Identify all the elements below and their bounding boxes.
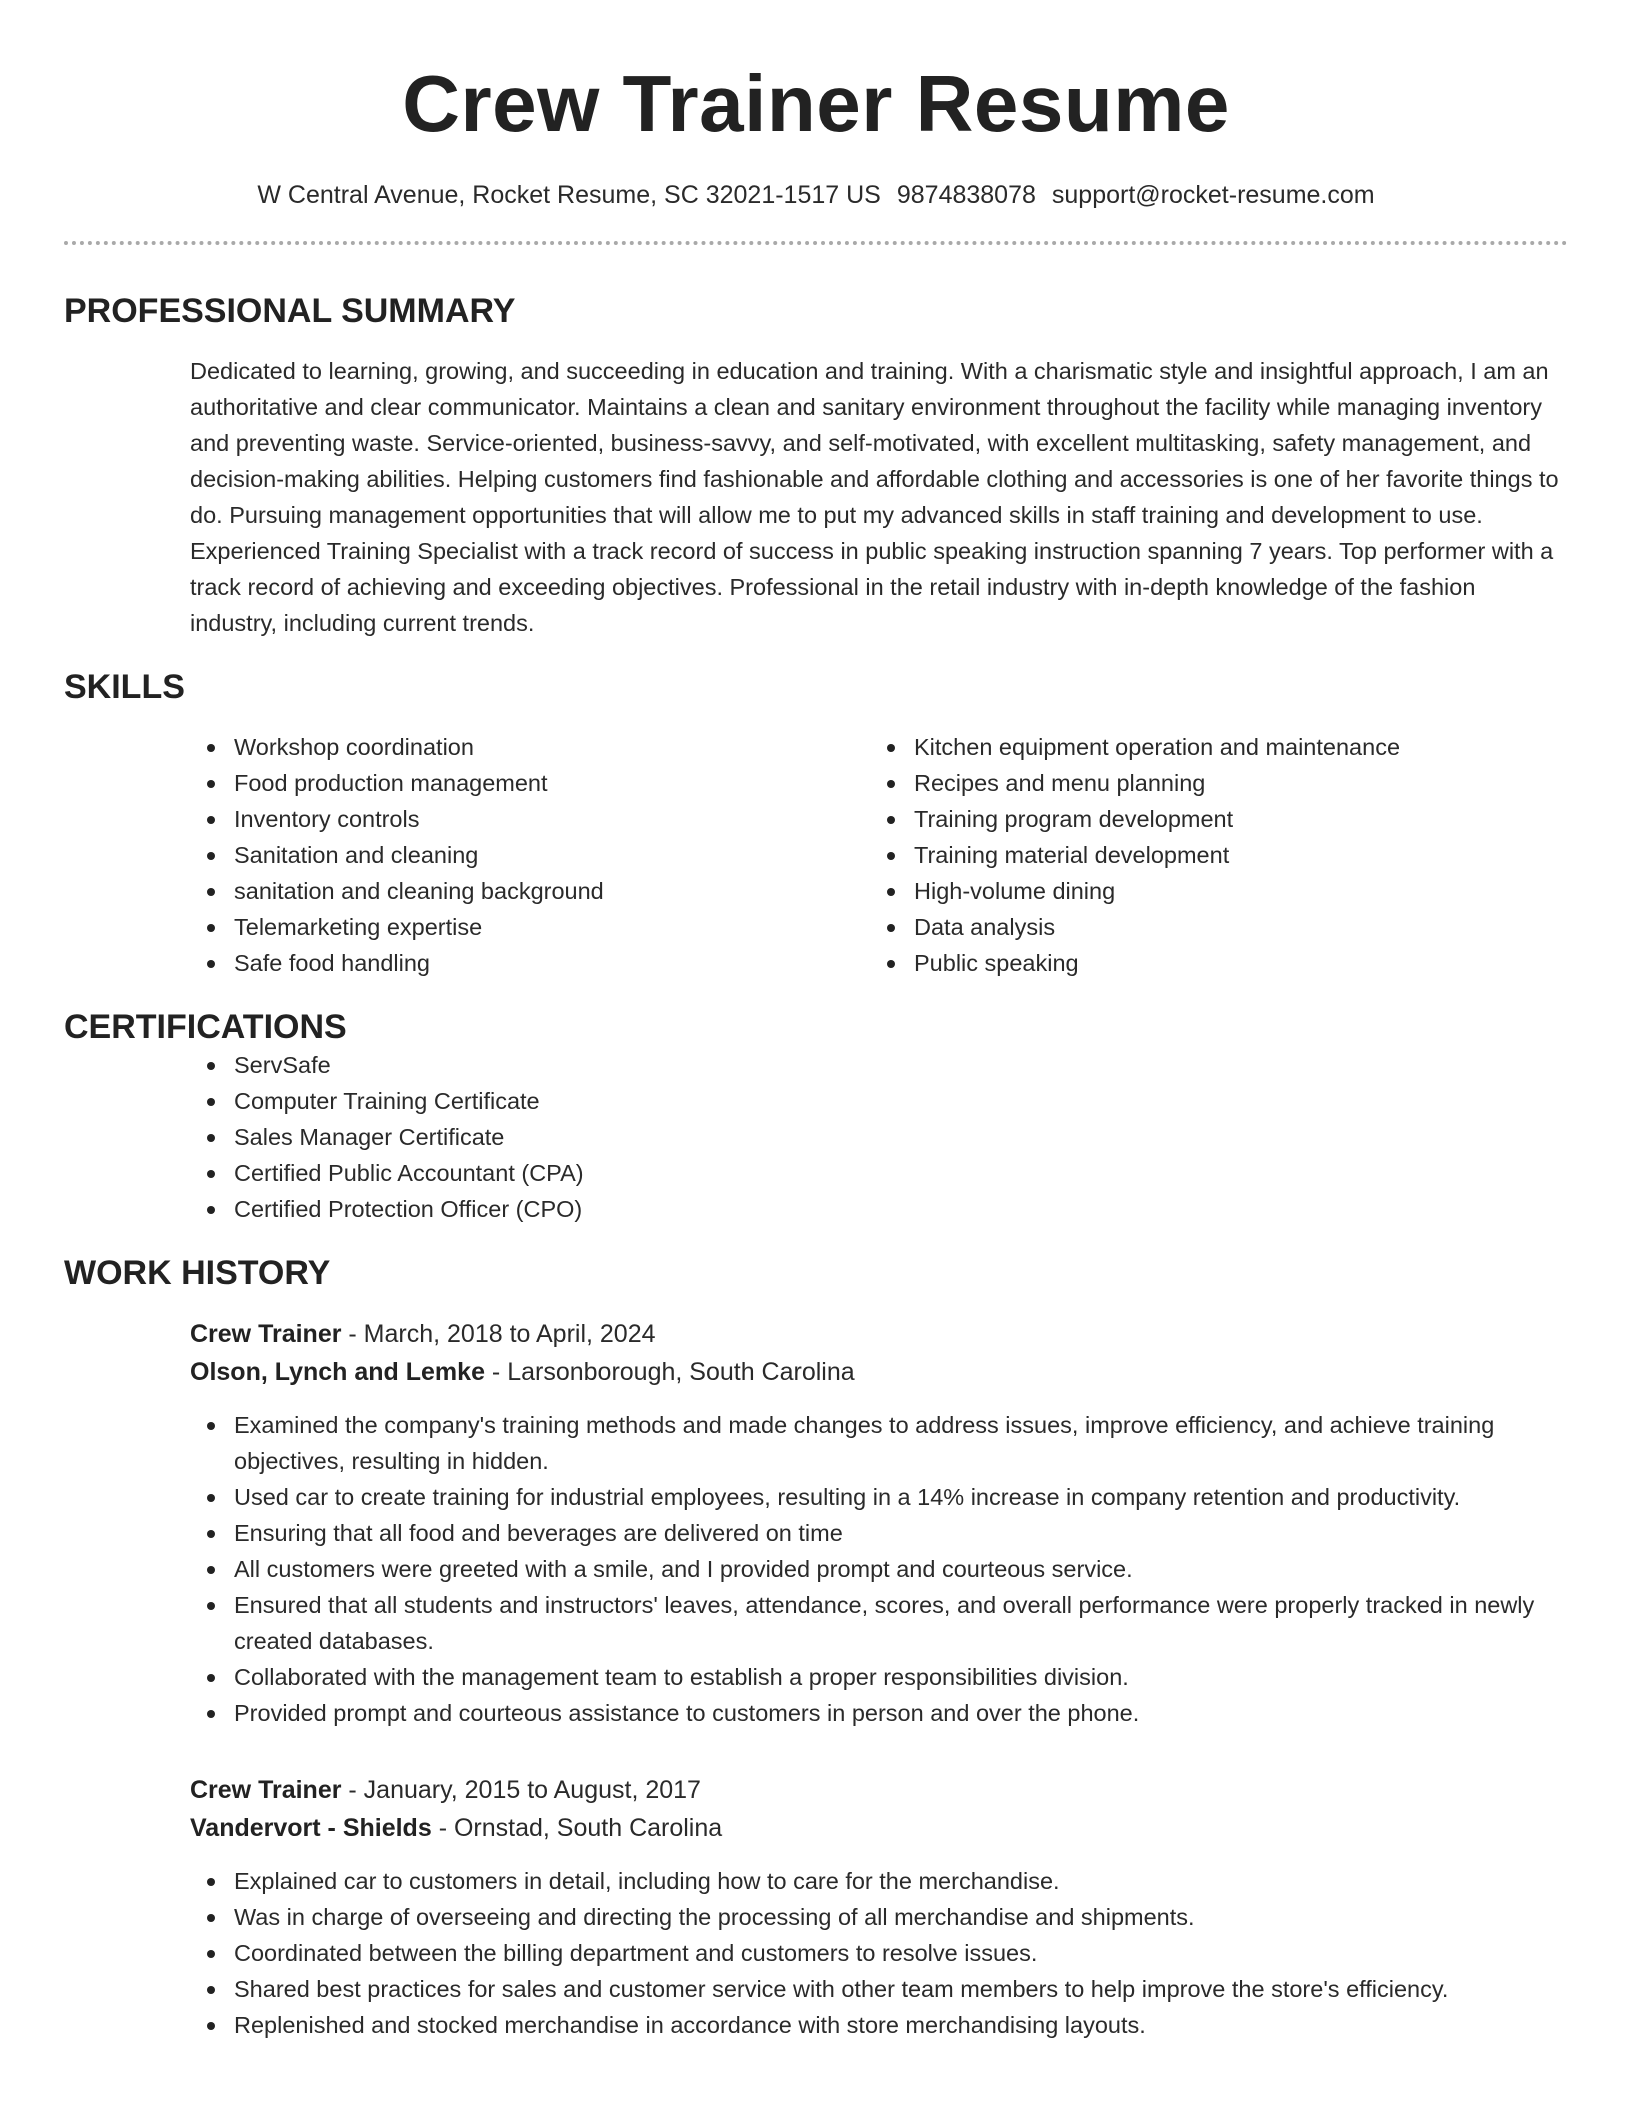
skills-list-right (870, 729, 1550, 981)
contact-email[interactable]: support@rocket-resume.com (1051, 181, 1375, 209)
skill-item: Training program development (870, 801, 1550, 837)
skills-heading: SKILLS (64, 668, 185, 706)
skill-item: Safe food handling (190, 945, 870, 981)
job-company-line (190, 1809, 1568, 1847)
skill-item: Recipes and menu planning (870, 765, 1550, 801)
job-bullet: Was in charge of overseeing and directing the processing of all merchandise and shipments. (190, 1899, 1568, 1935)
contact-phone: 9874838078 (896, 181, 1036, 209)
job-dates: - March, 2018 to April, 2024 (341, 1320, 656, 1348)
skill-item: Inventory controls (190, 801, 870, 837)
job-bullet: Shared best practices for sales and customer service with other team members to help improve the store's efficiency. (190, 1971, 1568, 2007)
skill-item: Food production management (190, 765, 870, 801)
skill-item: sanitation and cleaning background (190, 873, 870, 909)
summary-section (64, 291, 1568, 641)
job-company-line (190, 1353, 1568, 1391)
job-bullets (190, 1407, 1568, 1731)
resume-title: Crew Trainer Resume (402, 59, 1230, 148)
summary-text: Dedicated to learning, growing, and succeeding in education and training. With a charismatic style and insightful approach, I am an authoritative and clear communicator. Maintains a clean and sanitary environment throughout the facility while managing inventory and preventing waste. Service-oriented, business-savvy, and self-motivated, with excellent multitasking, safety management, and decision-making abilities. Helping customers find fashionable and affordable clothing and accessories is one of her favorite things to do. Pursuing management opportunities that will allow me to put my advanced skills in staff training and development to use. Experienced Training Specialist with a track record of success in public speaking instruction spanning 7 years. Top performer with a track record of achieving and exceeding objectives. Professional in the retail industry with in-depth knowledge of the fashion industry, including current trends. (190, 358, 1559, 636)
skill-item: Training material development (870, 837, 1550, 873)
job-title-line (190, 1771, 1568, 1809)
job-bullet: Ensured that all students and instructors' leaves, attendance, scores, and overall performance were properly tracked in newly created databases. (190, 1587, 1568, 1659)
work-history-heading: WORK HISTORY (64, 1254, 331, 1292)
job-entry (190, 1771, 1568, 2043)
job-company: Olson, Lynch and Lemke (190, 1358, 485, 1386)
certification-item: Sales Manager Certificate (190, 1119, 1568, 1155)
skills-grid (190, 729, 1568, 981)
certification-item: ServSafe (190, 1047, 1568, 1083)
skill-item: Telemarketing expertise (190, 909, 870, 945)
job-bullet: Coordinated between the billing department and customers to resolve issues. (190, 1935, 1568, 1971)
job-entry (190, 1315, 1568, 1731)
job-role: Crew Trainer (190, 1776, 342, 1804)
job-bullet: Examined the company's training methods and made changes to address issues, improve efficiency, and achieve training objectives, resulting in hidden. (190, 1407, 1568, 1479)
job-title-line (190, 1315, 1568, 1353)
skill-item: Sanitation and cleaning (190, 837, 870, 873)
job-bullet: Collaborated with the management team to establish a proper responsibilities division. (190, 1659, 1568, 1695)
certifications-heading: CERTIFICATIONS (64, 1008, 347, 1046)
certification-item: Computer Training Certificate (190, 1083, 1568, 1119)
certifications-section (64, 1007, 1568, 1227)
job-location: - Larsonborough, South Carolina (484, 1358, 855, 1386)
header-divider (64, 241, 1568, 245)
job-company: Vandervort - Shields (190, 1814, 432, 1842)
job-dates: - January, 2015 to August, 2017 (341, 1776, 701, 1804)
skill-item: High-volume dining (870, 873, 1550, 909)
job-bullet: Provided prompt and courteous assistance to customers in person and over the phone. (190, 1695, 1568, 1731)
job-bullets (190, 1863, 1568, 2043)
summary-heading: PROFESSIONAL SUMMARY (64, 292, 516, 330)
job-bullet: Ensuring that all food and beverages are delivered on time (190, 1515, 1568, 1551)
job-bullet: Replenished and stocked merchandise in accordance with store merchandising layouts. (190, 2007, 1568, 2043)
certifications-list (190, 1047, 1568, 1227)
job-role: Crew Trainer (190, 1320, 342, 1348)
work-history-section (64, 1253, 1568, 2043)
skills-section (64, 667, 1568, 981)
job-location: - Ornstad, South Carolina (431, 1814, 723, 1842)
certification-item: Certified Protection Officer (CPO) (190, 1191, 1568, 1227)
certification-item: Certified Public Accountant (CPA) (190, 1155, 1568, 1191)
contact-address: W Central Avenue, Rocket Resume, SC 32021-1517 US (257, 181, 881, 209)
job-bullet: Used car to create training for industrial employees, resulting in a 14% increase in company retention and productivity. (190, 1479, 1568, 1515)
skill-item: Kitchen equipment operation and maintenance (870, 729, 1550, 765)
skill-item: Data analysis (870, 909, 1550, 945)
skill-item: Public speaking (870, 945, 1550, 981)
job-bullet: Explained car to customers in detail, including how to care for the merchandise. (190, 1863, 1568, 1899)
contact-line (64, 179, 1568, 211)
job-bullet: All customers were greeted with a smile, and I provided prompt and courteous service. (190, 1551, 1568, 1587)
skills-list-left (190, 729, 870, 981)
skill-item: Workshop coordination (190, 729, 870, 765)
